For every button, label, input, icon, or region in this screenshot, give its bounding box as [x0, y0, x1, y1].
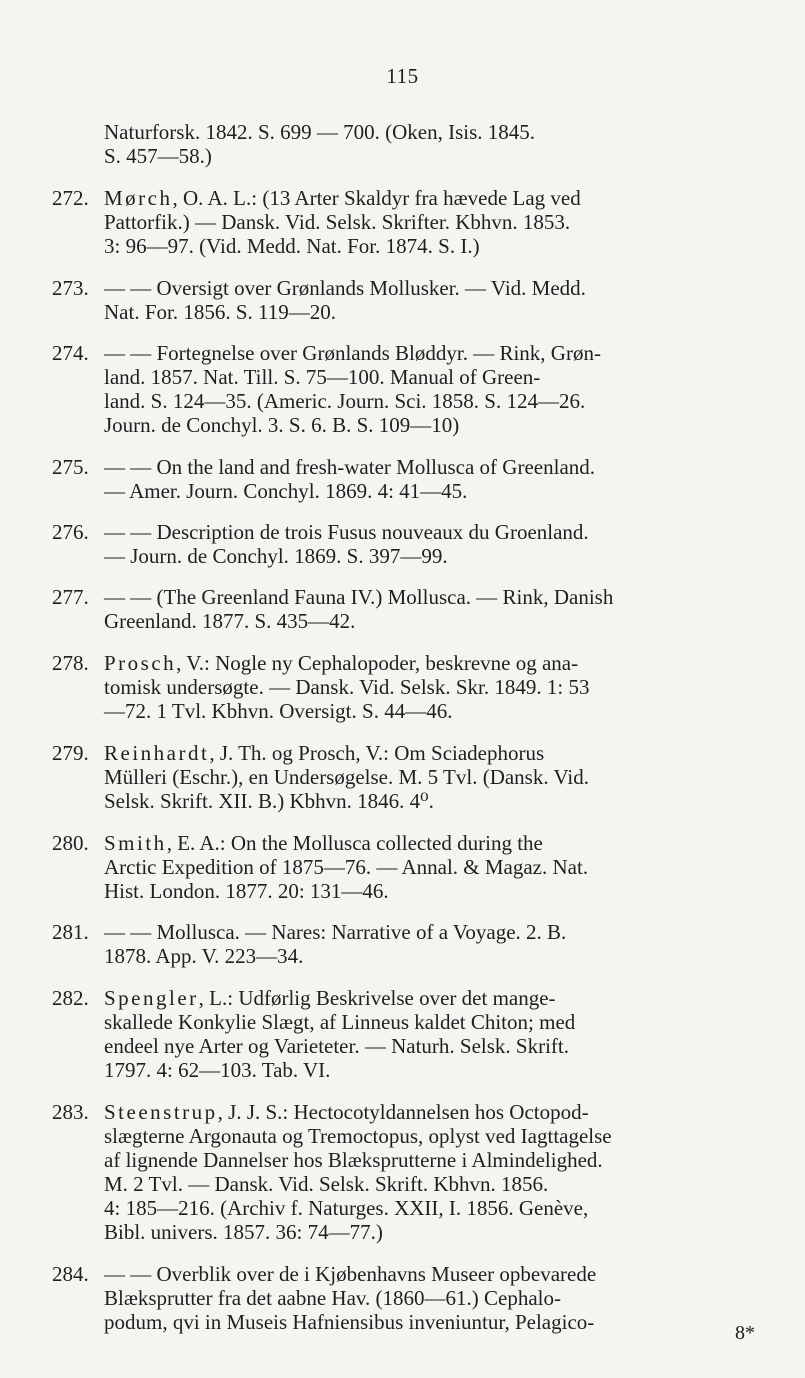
- entry-author: Reinhardt: [104, 741, 210, 765]
- entry-line: [104, 741, 772, 765]
- entry-line: Greenland. 1877. S. 435—42.: [104, 609, 356, 633]
- entry-line: Mülleri (Eschr.), en Undersøgelse. M. 5 Tvl. (Dansk. Vid.: [104, 765, 589, 789]
- entry-line-text: , L.: Udførlig Beskrivelse over det mange-: [198, 986, 556, 1010]
- entry-line-text: , V.: Nogle ny Cephalopoder, beskrevne og ana-: [176, 651, 579, 675]
- entry-author: Spengler: [104, 986, 199, 1010]
- entry-line: Journ. de Conchyl. 3. S. 6. B. S. 109—10): [104, 413, 460, 437]
- entry-line: 4: 185—216. (Archiv f. Naturges. XXII, I. 1856. Genève,: [104, 1196, 589, 1220]
- entry-line: 1878. App. V. 223—34.: [104, 944, 304, 968]
- entry-line: Selsk. Skrift. XII. B.) Kbhvn. 1846. 4⁰.: [104, 789, 434, 813]
- bibliography: [52, 120, 772, 1334]
- entry-line: — — Mollusca. — Nares: Narrative of a Voyage. 2. B.: [104, 920, 567, 944]
- entry-number: 272.: [52, 186, 89, 210]
- entry-line: —72. 1 Tvl. Kbhvn. Oversigt. S. 44—46.: [104, 699, 453, 723]
- entry-list: [52, 186, 772, 1334]
- entry-line: slægterne Argonauta og Tremoctopus, oplyst ved Iagttagelse: [104, 1124, 612, 1148]
- entry-line: af lignende Dannelser hos Blæksprutterne i Almindelighed.: [104, 1148, 603, 1172]
- entry-line: M. 2 Tvl. — Dansk. Vid. Selsk. Skrift. Kbhvn. 1856.: [104, 1172, 549, 1196]
- entry-author: Smith: [104, 831, 167, 855]
- entry-line: endeel nye Arter og Varieteter. — Naturh. Selsk. Skrift.: [104, 1034, 569, 1058]
- entry-line-text: , J. Th. og Prosch, V.: Om Sciadephorus: [209, 741, 545, 765]
- entry-line: Arctic Expedition of 1875—76. — Annal. & Magaz. Nat.: [104, 855, 589, 879]
- entry-number: 274.: [52, 341, 89, 365]
- continuation-line: S. 457—58.): [104, 144, 212, 168]
- bibliography-entry: [52, 341, 772, 437]
- bibliography-entry: [52, 986, 772, 1082]
- entry-number: 281.: [52, 920, 89, 944]
- entry-line: tomisk undersøgte. — Dansk. Vid. Selsk. Skr. 1849. 1: 53: [104, 675, 590, 699]
- entry-line: Blæksprutter fra det aabne Hav. (1860—61.) Cephalo-: [104, 1286, 562, 1310]
- bibliography-entry: [52, 276, 772, 324]
- bibliography-entry: [52, 455, 772, 503]
- entry-line: [104, 986, 772, 1010]
- entry-line-text: , J. J. S.: Hectocotyldannelsen hos Octopod-: [217, 1100, 589, 1124]
- entry-line-text: , O. A. L.: (13 Arter Skaldyr fra hævede Lag ved: [172, 186, 581, 210]
- entry-line: skallede Konkylie Slægt, af Linneus kaldet Chiton; med: [104, 1010, 576, 1034]
- bibliography-entry: [52, 831, 772, 903]
- entry-line: [104, 1100, 772, 1124]
- continuation-line: Naturforsk. 1842. S. 699 — 700. (Oken, Isis. 1845.: [104, 120, 536, 144]
- bibliography-entry: [52, 520, 772, 568]
- bibliography-entry: [52, 920, 772, 968]
- bibliography-entry: [52, 1262, 772, 1334]
- entry-number: 280.: [52, 831, 89, 855]
- entry-line: [104, 831, 772, 855]
- bibliography-entry: [52, 585, 772, 633]
- entry-line: — — Overblik over de i Kjøbenhavns Museer opbevarede: [104, 1262, 597, 1286]
- entry-number: 273.: [52, 276, 89, 300]
- bibliography-entry: [52, 1100, 772, 1244]
- signature-mark: 8*: [735, 1322, 755, 1344]
- entry-line: Bibl. univers. 1857. 36: 74—77.): [104, 1220, 383, 1244]
- entry-number: 276.: [52, 520, 89, 544]
- entry-number: 283.: [52, 1100, 89, 1124]
- entry-number: 284.: [52, 1262, 89, 1286]
- bibliography-entry: [52, 186, 772, 258]
- entry-line: — — Description de trois Fusus nouveaux du Groenland.: [104, 520, 589, 544]
- page-number: 115: [386, 64, 419, 88]
- entry-line: — — On the land and fresh-water Mollusca of Greenland.: [104, 455, 596, 479]
- entry-line: — — Oversigt over Grønlands Mollusker. — Vid. Medd.: [104, 276, 586, 300]
- entry-line: [104, 186, 772, 210]
- entry-line: 3: 96—97. (Vid. Medd. Nat. For. 1874. S. I.): [104, 234, 480, 258]
- entry-line: Nat. For. 1856. S. 119—20.: [104, 300, 336, 324]
- entry-number: 277.: [52, 585, 89, 609]
- entry-number: 279.: [52, 741, 89, 765]
- entry-line-text: , E. A.: On the Mollusca collected during the: [166, 831, 543, 855]
- entry-line: — — Fortegnelse over Grønlands Bløddyr. — Rink, Grøn-: [104, 341, 601, 365]
- bibliography-entry: [52, 651, 772, 723]
- entry-line: Pattorfik.) — Dansk. Vid. Selsk. Skrifter. Kbhvn. 1853.: [104, 210, 571, 234]
- entry-author: Prosch: [104, 651, 177, 675]
- entry-line: land. 1857. Nat. Till. S. 75—100. Manual of Green-: [104, 365, 541, 389]
- entry-line: 1797. 4: 62—103. Tab. VI.: [104, 1058, 331, 1082]
- entry-number: 278.: [52, 651, 89, 675]
- bibliography-entry: [52, 741, 772, 813]
- entry-line: Hist. London. 1877. 20: 131—46.: [104, 879, 389, 903]
- entry-number: 275.: [52, 455, 89, 479]
- entry-author: Mørch: [104, 186, 173, 210]
- entry-line: — — (The Greenland Fauna IV.) Mollusca. — Rink, Danish: [104, 585, 614, 609]
- entry-line: podum, qvi in Museis Hafniensibus inveniuntur, Pelagico-: [104, 1310, 595, 1334]
- entry-author: Steenstrup: [104, 1100, 218, 1124]
- entry-line: [104, 651, 772, 675]
- entry-line: — Amer. Journ. Conchyl. 1869. 4: 41—45.: [104, 479, 468, 503]
- entry-number: 282.: [52, 986, 89, 1010]
- entry-line: — Journ. de Conchyl. 1869. S. 397—99.: [104, 544, 448, 568]
- continuation-text: [104, 120, 772, 168]
- entry-line: land. S. 124—35. (Americ. Journ. Sci. 1858. S. 124—26.: [104, 389, 586, 413]
